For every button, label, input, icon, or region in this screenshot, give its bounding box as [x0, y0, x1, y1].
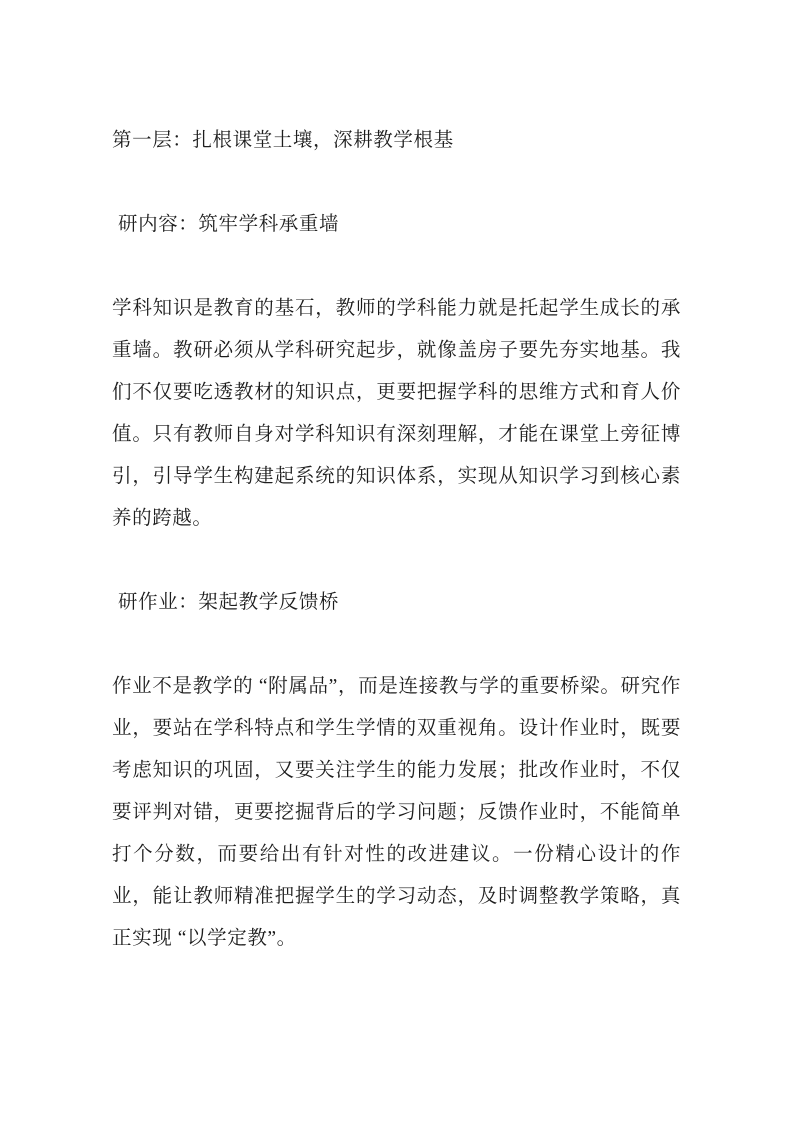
document-body	[112, 120, 681, 960]
heading-layer-one: 第一层：扎根课堂土壤，深耕教学根基	[112, 130, 454, 151]
paragraph-spacer	[112, 246, 681, 288]
body-research-homework: 作业不是教学的 “附属品”，而是连接教与学的重要桥梁。研究作业，要站在学科特点和学生学情的双重视角。设计作业时，既要考虑知识的巩固，又要关注学生的能力发展；批改作业时，不仅要评判对错，更要挖掘背后的学习问题；反馈作业时，不能简单打个分数，而要给出有针对性的改进建议。一份精心设计的作业，能让教师精准把握学生的学习动态，及时调整教学策略，真正实现 “以学定教”。	[112, 676, 681, 949]
paragraph-spacer	[112, 624, 681, 666]
heading-research-homework: 研作业：架起教学反馈桥	[118, 592, 340, 613]
paragraph-spacer	[112, 162, 681, 204]
body-research-content: 学科知识是教育的基石，教师的学科能力就是托起学生成长的承重墙。教研必须从学科研究起步，就像盖房子要先夯实地基。我们不仅要吃透教材的知识点，更要把握学科的思维方式和育人价值。只有教师自身对学科知识有深刻理解，才能在课堂上旁征博引，引导学生构建起系统的知识体系，实现从知识学习到核心素养的跨越。	[112, 298, 681, 529]
paragraph-spacer	[112, 540, 681, 582]
heading-research-content: 研内容：筑牢学科承重墙	[118, 214, 340, 235]
